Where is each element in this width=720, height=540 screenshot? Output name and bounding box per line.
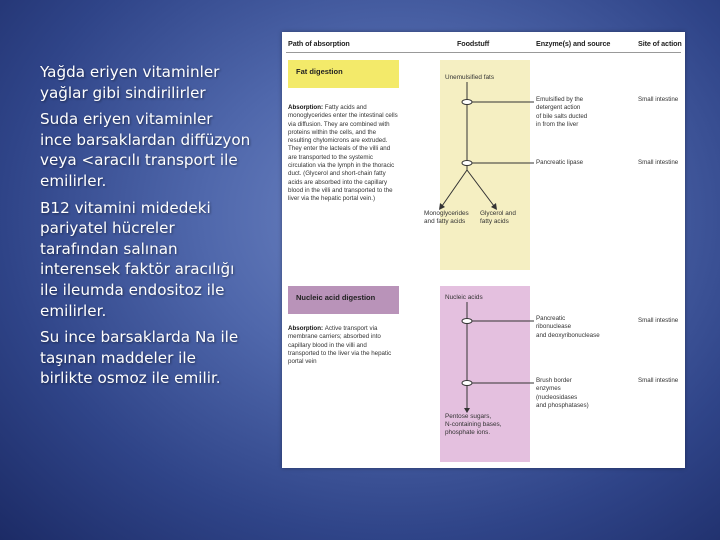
fat-enzyme-bile-salts bbox=[536, 96, 587, 129]
nucleic-foodstuff-label: Nucleic acids bbox=[445, 294, 483, 301]
fat-product-monoglycerides bbox=[424, 210, 469, 226]
text-line: (nucleosidases bbox=[536, 393, 578, 401]
header-enzymes-source: Enzyme(s) and source bbox=[536, 39, 611, 48]
header-site-of-action: Site of action bbox=[638, 39, 682, 48]
text-line: Pancreatic lipase bbox=[536, 159, 584, 166]
paragraph-line: ile ileumda endositoz ile bbox=[40, 280, 225, 299]
fat-enzyme-pancreatic-lipase bbox=[536, 159, 583, 167]
text-line: circulation via the lymph in the thoracic bbox=[288, 162, 395, 170]
absorption-label: Absorption: bbox=[288, 325, 325, 332]
fat-digestion-tag: Fat digestion bbox=[288, 60, 399, 88]
fat-site-2: Small intestine bbox=[638, 159, 679, 166]
text-line: Fatty acids and bbox=[324, 104, 367, 111]
paragraph-line: Yağda eriyen vitaminler bbox=[40, 63, 220, 81]
paragraph-1 bbox=[40, 62, 275, 103]
fat-foodstuff-label: Unemulsified fats bbox=[445, 74, 495, 81]
paragraph-line: taşınan maddeler ile bbox=[40, 348, 196, 367]
text-line: and phosphatases) bbox=[536, 401, 589, 409]
paragraph-line: emilirler. bbox=[40, 171, 107, 190]
text-line: enzymes bbox=[536, 385, 561, 393]
text-line: monoglycerides enter the intestinal cells bbox=[288, 112, 398, 120]
paragraph-line: tarafından salınan bbox=[40, 239, 178, 258]
text-line: Active transport via bbox=[324, 325, 378, 332]
text-line: transported to the liver via the hepatic bbox=[288, 349, 392, 357]
header-foodstuff: Foodstuff bbox=[457, 39, 490, 48]
fat-absorption-text bbox=[288, 104, 400, 204]
nucleic-enzyme-brush-border bbox=[536, 377, 589, 410]
text-line: They enter the lacteals of the villi and bbox=[288, 145, 391, 153]
text-line: of bile salts ducted bbox=[536, 112, 588, 120]
text-line: liver via the hepatic portal vein.) bbox=[288, 195, 376, 203]
nucleic-enzyme-pancreatic bbox=[536, 315, 600, 340]
text-line: and fatty acids bbox=[424, 218, 466, 226]
text-line: resulting chylomicrons are extruded. bbox=[288, 137, 388, 145]
paragraph-line: birlikte osmoz ile emilir. bbox=[40, 369, 221, 388]
text-line: duct. (Glycerol and short-chain fatty bbox=[288, 170, 386, 178]
paragraph-line: veya <aracılı transport ile bbox=[40, 151, 238, 170]
fat-foodstuff-column bbox=[440, 60, 530, 270]
text-line: and deoxyribonuclease bbox=[536, 331, 600, 339]
text-line: ribonuclease bbox=[536, 323, 572, 331]
text-line: Monoglycerides bbox=[424, 210, 469, 217]
text-line: via diffusion. They are combined with bbox=[288, 120, 390, 128]
text-line: acids are absorbed into the capillary bbox=[288, 178, 388, 186]
paragraph-2 bbox=[40, 109, 275, 191]
text-line: blood in the villi and transported to the bbox=[288, 186, 393, 194]
paragraph-line: ince barsaklardan diffüzyon bbox=[40, 130, 251, 149]
text-line: fatty acids bbox=[480, 218, 509, 226]
text-line: portal vein bbox=[288, 358, 317, 366]
text-line: capillary blood in the villi and bbox=[288, 341, 367, 349]
text-line: in from the liver bbox=[536, 120, 579, 128]
nucleic-digestion-tag: Nucleic acid digestion bbox=[288, 286, 399, 314]
paragraph-line: B12 vitamini midedeki bbox=[40, 198, 211, 217]
absorption-label: Absorption: bbox=[288, 104, 325, 111]
paragraph-line: pariyatel hücreler bbox=[40, 219, 175, 238]
text-line: detergent action bbox=[536, 104, 581, 112]
nucleic-products bbox=[445, 413, 501, 438]
text-line: Brush border bbox=[536, 377, 572, 384]
text-line: Glycerol and bbox=[480, 210, 516, 217]
paragraph-line: interensek faktör aracılığı bbox=[40, 260, 235, 279]
text-line: are transported to the systemic bbox=[288, 153, 373, 161]
fat-product-glycerol bbox=[480, 210, 516, 226]
paragraph-4 bbox=[40, 327, 275, 389]
paragraph-line: Suda eriyen vitaminler bbox=[40, 110, 213, 129]
text-line: Pentose sugars, bbox=[445, 413, 492, 420]
header-divider bbox=[286, 52, 681, 53]
paragraph-line: Su ince barsaklarda Na ile bbox=[40, 328, 239, 347]
nucleic-absorption-text bbox=[288, 325, 400, 366]
text-line: N-containing bases, bbox=[445, 421, 502, 429]
text-line: phosphate ions. bbox=[445, 429, 491, 437]
nucleic-site-2: Small intestine bbox=[638, 377, 679, 384]
text-line: Pancreatic bbox=[536, 315, 566, 322]
digestion-table-figure bbox=[282, 32, 685, 468]
paragraph-3 bbox=[40, 198, 275, 322]
left-text-panel bbox=[40, 62, 275, 395]
header-path-of-absorption: Path of absorption bbox=[288, 39, 350, 48]
text-line: proteins within the cells, and the bbox=[288, 128, 377, 136]
text-line: Emulsified by the bbox=[536, 96, 584, 103]
text-line: membrane carriers; absorbed into bbox=[288, 333, 381, 341]
nucleic-site-1: Small intestine bbox=[638, 317, 679, 324]
paragraph-line: emilirler. bbox=[40, 301, 107, 320]
paragraph-line: yağlar gibi sindirilirler bbox=[40, 83, 206, 102]
fat-site-1: Small intestine bbox=[638, 96, 679, 103]
